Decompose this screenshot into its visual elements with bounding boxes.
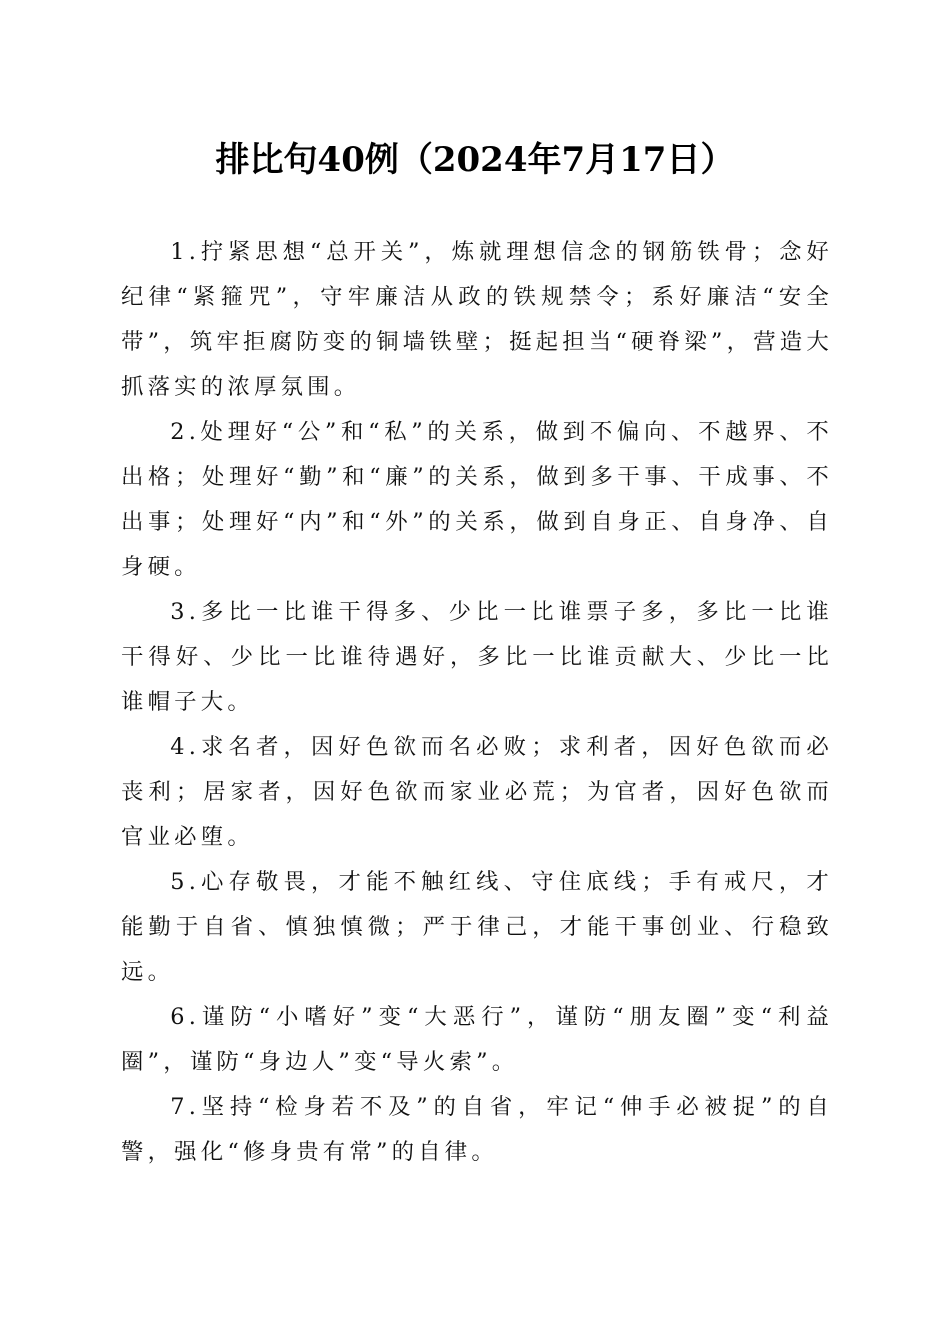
paragraph-7: 7.坚持“检身若不及”的自省，牢记“伸手必被捉”的自警，强化“修身贵有常”的自律。 xyxy=(121,1094,833,1165)
paragraph-5: 5.心存敬畏，才能不触红线、守住底线；手有戒尺，才能勤于自省、慎独慎微；严于律己，才能干事创业、行稳致远。 xyxy=(121,869,833,985)
paragraph-1: 1.拧紧思想“总开关”，炼就理想信念的钢筋铁骨；念好纪律“紧箍咒”，守牢廉洁从政的铁规禁令；系好廉洁“安全带”，筑牢拒腐防变的铜墙铁壁；挺起担当“硬脊梁”，营造大抓落实的浓厚氛围。 xyxy=(121,239,833,400)
paragraph-4: 4.求名者，因好色欲而名必败；求利者，因好色欲而必丧利；居家者，因好色欲而家业必荒；为官者，因好色欲而官业必堕。 xyxy=(121,734,833,850)
paragraph-6: 6.谨防“小嗜好”变“大恶行”，谨防“朋友圈”变“利益圈”，谨防“身边人”变“导火索”。 xyxy=(121,1004,833,1075)
paragraph-2: 2.处理好“公”和“私”的关系，做到不偏向、不越界、不出格；处理好“勤”和“廉”的关系，做到多干事、干成事、不出事；处理好“内”和“外”的关系，做到自身正、自身净、自身硬。 xyxy=(121,419,833,580)
paragraph-3: 3.多比一比谁干得多、少比一比谁票子多，多比一比谁干得好、少比一比谁待遇好，多比一比谁贡献大、少比一比谁帽子大。 xyxy=(121,599,833,715)
page-title: 排比句40例（2024年7月17日） xyxy=(215,140,735,180)
document-body xyxy=(121,230,833,1175)
